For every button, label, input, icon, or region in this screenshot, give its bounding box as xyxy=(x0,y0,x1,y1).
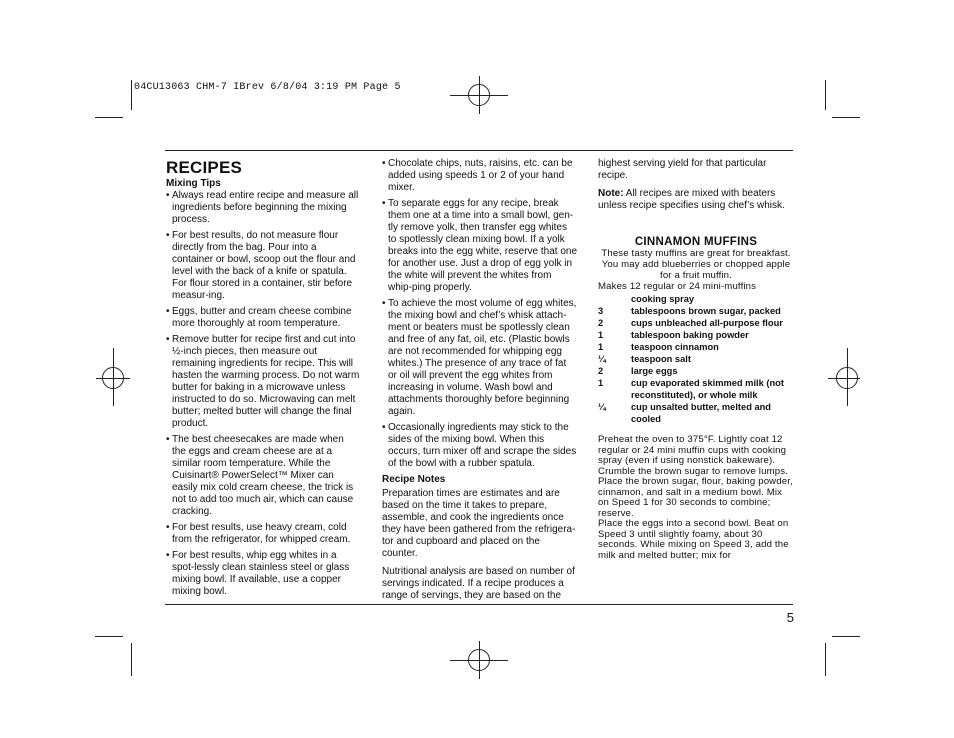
top-rule xyxy=(165,150,793,151)
ingredient-qty: 3 xyxy=(598,306,604,316)
crop-mark xyxy=(95,117,123,118)
note-paragraph xyxy=(598,188,794,212)
crop-mark xyxy=(131,643,132,676)
list-item: • For best results, use heavy cream, cold from the refrigerator, for whipped cream. xyxy=(166,522,360,546)
page-number: 5 xyxy=(786,610,794,625)
ingredient-list xyxy=(598,293,794,425)
registration-line xyxy=(828,378,860,379)
mixing-tips-list-continued xyxy=(382,158,577,470)
recipe-step: Place the eggs into a second bowl. Beat on Speed 3 until slightly foamy, about 30 seconds. While mixing on Speed 3, add the milk and melted butter; mix for xyxy=(598,518,789,561)
mixing-tips-list xyxy=(166,190,360,598)
column-1 xyxy=(166,158,360,602)
ingredient-row xyxy=(598,305,794,317)
crop-mark xyxy=(131,80,132,110)
list-item: • For best results, do not measure flour directly from the bag. Pour into a container or bowl, scoop out the flour and level with the back of a knife or spatula. For flour stored in a container, stir before measur-ing. xyxy=(166,230,360,302)
crop-mark xyxy=(95,636,123,637)
ingredient-qty: 1 xyxy=(598,342,604,352)
list-item: • For best results, whip egg whites in a spot-lessly clean stainless steel or glass mixing bowl. If available, use a copper mixing bowl. xyxy=(166,550,360,598)
ingredient-item: cups unbleached all-purpose flour xyxy=(631,318,783,328)
crop-mark xyxy=(832,636,860,637)
list-item: • To separate eggs for any recipe, break them one at a time into a small bowl, gen-tly remove yolk, then transfer egg whites to spotlessly clean mixing bowl. If a yolk breaks into the egg white, reserve that one for another use. Just a drop of egg yolk in the white will prevent the whites from whip-ping properly. xyxy=(382,198,577,294)
list-item: • Always read entire recipe and measure all ingredients before beginning the mixing process. xyxy=(166,190,360,226)
crop-mark xyxy=(832,117,860,118)
recipe-title: CINNAMON MUFFINS xyxy=(634,236,758,248)
recipe-steps xyxy=(598,435,794,561)
crop-mark xyxy=(825,80,826,110)
registration-line xyxy=(113,348,114,406)
registration-line xyxy=(479,76,480,114)
list-item: • Remove butter for recipe first and cut into ½-inch pieces, then measure out remaining ingredients for recipe. This will hasten the warming process. Do not warm butter for baking in a microwave unless instructed to do so. Microwaving can melt butter; melted butter will change the final product. xyxy=(166,334,360,430)
ingredient-item: large eggs xyxy=(631,366,678,376)
paragraph: highest serving yield for that particular recipe. xyxy=(598,158,767,181)
column-3 xyxy=(598,158,794,561)
column-2 xyxy=(382,158,577,602)
recipe-step: Crumble the brown sugar to remove lumps. Place the brown sugar, flour, baking powder, cinnamon, and salt in a medium bowl. Mix on Speed 1 for 30 seconds to combine; reserve. xyxy=(598,465,793,519)
ingredient-row xyxy=(598,365,794,377)
ingredient-row xyxy=(598,341,794,353)
recipe-step: Preheat the oven to 375°F. Lightly coat 12 regular or 24 mini muffin cups with cooking spray (even if using nonstick bakeware). xyxy=(598,434,787,466)
note-label: Note: xyxy=(598,188,624,199)
crop-mark xyxy=(825,643,826,676)
ingredient-row xyxy=(598,377,794,401)
recipe-notes-heading: Recipe Notes xyxy=(382,474,446,485)
ingredient-qty: 1 xyxy=(598,330,604,340)
registration-line xyxy=(847,348,848,406)
ingredient-qty: 2 xyxy=(598,366,604,376)
list-item: • Occasionally ingredients may stick to the sides of the mixing bowl. When this occurs, turn mixer off and scrape the sides of the bowl with a rubber spatula. xyxy=(382,422,577,470)
list-item: • Eggs, butter and cream cheese combine more thoroughly at room temperature. xyxy=(166,306,360,330)
ingredient-row xyxy=(598,329,794,341)
ingredient-row xyxy=(598,293,794,305)
ingredient-qty: 2 xyxy=(598,318,604,328)
note-text: All recipes are mixed with beaters unless recipe specifies using chef’s whisk. xyxy=(598,188,785,211)
list-item: • Chocolate chips, nuts, raisins, etc. can be added using speeds 1 or 2 of your hand mixer. xyxy=(382,158,577,194)
recipe-yield: Makes 12 regular or 24 mini-muffins xyxy=(598,281,757,292)
recipe-notes-paragraph: Nutritional analysis are based on number of servings indicated. If a recipe produces a range of servings, they are based on the xyxy=(382,566,575,601)
ingredient-row xyxy=(598,401,794,425)
ingredient-item: cup evaporated skimmed milk (not reconstituted), or whole milk xyxy=(631,378,784,400)
ingredient-item: teaspoon cinnamon xyxy=(631,342,719,352)
ingredient-qty: ¼ xyxy=(598,402,606,412)
ingredient-row xyxy=(598,353,794,365)
ingredient-qty: ¼ xyxy=(598,354,606,364)
list-item: • To achieve the most volume of egg whites, the mixing bowl and chef’s whisk attach-ment or beaters must be spotlessly clean and free of any fat, oil, etc. (Plastic bowls are not recommended for whipping egg whites.) The presence of any trace of fat or oil will prevent the egg whites from increasing in volume. Wash bowl and attachments thoroughly before beginning again. xyxy=(382,298,577,418)
recipe-intro: These tasty muffins are great for breakfast. You may add blueberries or chopped apple for a fruit muffin. xyxy=(601,248,791,281)
print-slug: 04CU13063 CHM-7 IBrev 6/8/04 3:19 PM Page 5 xyxy=(134,82,401,93)
list-item: • The best cheesecakes are made when the eggs and cream cheese are at a similar room temperature. While the Cuisinart® PowerSelect™ Mixer can easily mix cold cream cheese, the trick is not to add too much air, which can cause cracking. xyxy=(166,434,360,518)
page-title: RECIPES xyxy=(166,158,243,177)
ingredient-item: cup unsalted butter, melted and cooled xyxy=(631,402,771,424)
bottom-rule xyxy=(165,604,793,605)
mixing-tips-heading: Mixing Tips xyxy=(166,178,221,189)
ingredient-row xyxy=(598,317,794,329)
recipe-notes-paragraph: Preparation times are estimates and are based on the time it takes to prepare, assemble, and cook the ingredients once they have been gathered from the refrigera-tor and cupboard and placed on the counter. xyxy=(382,488,576,559)
ingredient-item: teaspoon salt xyxy=(631,354,691,364)
ingredient-item: tablespoon baking powder xyxy=(631,330,749,340)
registration-line xyxy=(479,641,480,679)
ingredient-item: cooking spray xyxy=(631,294,695,304)
ingredient-qty: 1 xyxy=(598,378,604,388)
ingredient-item: tablespoons brown sugar, packed xyxy=(631,306,781,316)
ingredient-qty xyxy=(598,293,631,305)
